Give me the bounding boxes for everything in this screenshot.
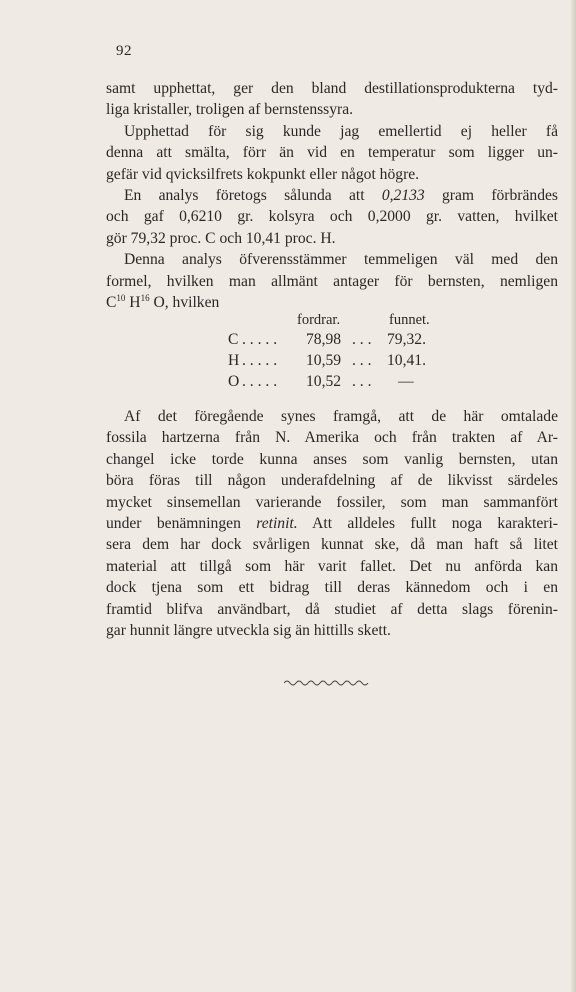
column-header-found: funnet. xyxy=(389,312,430,328)
text-line: samt upphettat, ger den bland destillationsprodukterna tyd- xyxy=(106,80,558,97)
text-line: formel, hvilken man allmänt antager för bernsten, nemligen xyxy=(106,272,558,290)
table-cell-found: 79,32. xyxy=(387,331,426,348)
table-cell-sep: . . . xyxy=(352,331,372,348)
table-cell-element: H xyxy=(228,352,240,369)
table-cell-element: C xyxy=(228,331,239,348)
table-cell-required: 10,52 xyxy=(306,373,342,390)
text-segment: under benämningen xyxy=(106,515,257,533)
text-line xyxy=(106,185,558,206)
text-line: Denna analys öfverensstämmer temmeligen väl med den xyxy=(124,251,558,269)
text-segment: Att alldeles fullt noga karakteri- xyxy=(297,515,558,533)
text-segment: En analys företogs sålunda att xyxy=(124,187,382,205)
text-line: mycket sinsemellan varierande fossiler, som man sammanfört xyxy=(106,493,558,511)
table-cell-sep: . . . xyxy=(352,352,372,369)
formula-carbon: C xyxy=(106,294,117,312)
page-edge-shadow xyxy=(570,0,576,992)
text-line: gör 79,32 proc. C och 10,41 proc. H. xyxy=(106,229,336,247)
text-line: och gaf 0,6210 gr. kolsyra och 0,2000 gr. vatten, hvilket xyxy=(106,208,558,226)
text-line: changel icke torde kunna anses som vanlig bernsten, utan xyxy=(106,450,558,468)
text-line: böra föras till någon underafdelning af de likvisst särdeles xyxy=(106,472,558,490)
text-line xyxy=(106,513,558,534)
text-line: gar hunnit längre utveckla sig än hittills skett. xyxy=(106,622,391,640)
formula-rest: O, hvilken xyxy=(149,294,220,312)
chemical-formula-line xyxy=(106,292,558,313)
table-cell-required: 78,98 xyxy=(306,331,342,348)
formula-carbon-subscript: 10 xyxy=(116,293,126,304)
text-line: dock tjena som ett bidrag till deras kännedom och i en xyxy=(106,579,558,597)
table-cell-required: 10,59 xyxy=(306,352,342,369)
formula-hydrogen: H xyxy=(125,294,141,312)
page-number: 92 xyxy=(116,43,132,59)
italic-term: retinit. xyxy=(256,515,298,533)
text-segment: gram förbrändes xyxy=(424,187,558,205)
text-line: liga kristaller, troligen af bernstenssyra. xyxy=(106,101,354,119)
table-cell-element: O xyxy=(228,373,240,390)
table-cell-found: — xyxy=(398,373,414,390)
text-line: sera dem har dock svårligen kunnat ske, då man haft så litet xyxy=(106,536,558,554)
italic-value: 0,2133 xyxy=(381,187,425,205)
column-header-required: fordrar. xyxy=(297,312,341,328)
text-line: fossila hartzerna från N. Amerika och från trakten af Ar- xyxy=(106,429,558,447)
body-text-continued xyxy=(106,406,558,641)
text-line: gefär vid qvicksilfrets kokpunkt eller något högre. xyxy=(106,165,420,183)
body-text xyxy=(106,78,558,313)
table-cell-dots: . . . . . xyxy=(242,373,278,390)
table-cell-dots: . . . . . xyxy=(242,331,278,348)
text-line: framtid blifva användbart, då studiet af detta slags förenin- xyxy=(106,600,558,618)
text-line: material att tillgå som här varit fallet. Det nu anförda kan xyxy=(106,557,558,575)
table-cell-sep: . . . xyxy=(352,373,372,390)
table-cell-dots: . . . . . xyxy=(242,352,278,369)
table-cell-found: 10,41. xyxy=(387,352,426,369)
formula-hydrogen-subscript: 16 xyxy=(140,293,150,304)
text-line: denna att smälta, förr än vid en temperatur som ligger un- xyxy=(106,144,558,162)
text-line: Upphettad för sig kunde jag emellertid ej heller få xyxy=(124,122,558,140)
wavy-divider-ornament xyxy=(284,678,370,688)
text-line: Af det föregående synes framgå, att de här omtalade xyxy=(124,408,558,425)
